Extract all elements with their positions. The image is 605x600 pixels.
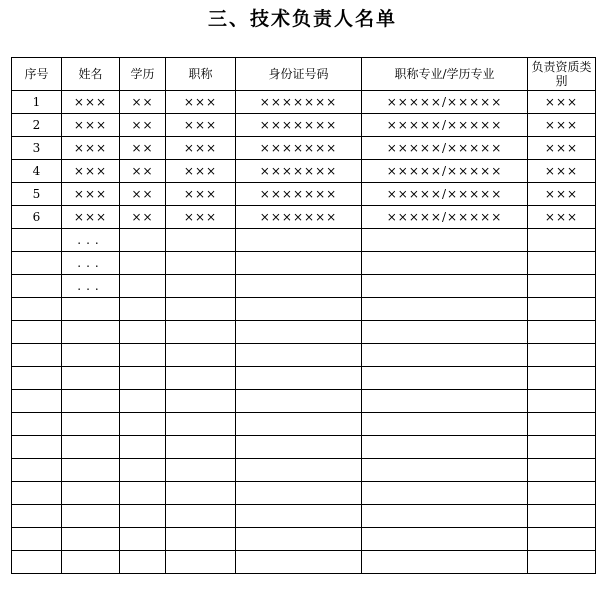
empty-cell: [166, 505, 236, 528]
header-cell-title: 职称: [166, 58, 236, 91]
cell-index: 2: [12, 114, 62, 137]
empty-cell: [120, 482, 166, 505]
empty-cell: [362, 229, 528, 252]
empty-cell: [236, 321, 362, 344]
empty-cell: [362, 367, 528, 390]
empty-cell: [528, 229, 596, 252]
empty-cell: [166, 298, 236, 321]
empty-cell: [528, 298, 596, 321]
cell-id-number: ×××××××: [236, 137, 362, 160]
empty-cell: [62, 321, 120, 344]
cell-name: ×××: [62, 183, 120, 206]
empty-cell: [166, 252, 236, 275]
table-row-ellipsis: [12, 275, 596, 298]
empty-cell: [362, 390, 528, 413]
empty-cell: [12, 413, 62, 436]
empty-cell: [166, 436, 236, 459]
cell-major: ×××××/×××××: [362, 160, 528, 183]
empty-cell: [62, 413, 120, 436]
empty-cell: [236, 459, 362, 482]
table-row-empty: [12, 482, 596, 505]
table-row-empty: [12, 551, 596, 574]
cell-name: ×××: [62, 160, 120, 183]
empty-cell: [120, 298, 166, 321]
empty-cell: [528, 551, 596, 574]
empty-cell: [120, 252, 166, 275]
cell-title: ×××: [166, 183, 236, 206]
empty-cell: [362, 482, 528, 505]
empty-cell: [166, 413, 236, 436]
empty-cell: [120, 390, 166, 413]
header-cell-qualification: 负责资质类别: [528, 58, 596, 91]
cell-id-number: ×××××××: [236, 183, 362, 206]
empty-cell: [120, 436, 166, 459]
header-cell-education: 学历: [120, 58, 166, 91]
cell-name: ×××: [62, 206, 120, 229]
table-row-empty: [12, 505, 596, 528]
empty-cell: [166, 528, 236, 551]
cell-qualification: ×××: [528, 206, 596, 229]
empty-cell: [236, 298, 362, 321]
page-title: 三、技术负责人名单: [207, 8, 397, 30]
cell-education: ××: [120, 206, 166, 229]
empty-cell: [362, 252, 528, 275]
table-row-ellipsis: [12, 252, 596, 275]
empty-cell: [236, 275, 362, 298]
empty-cell: [62, 367, 120, 390]
cell-major: ×××××/×××××: [362, 206, 528, 229]
cell-qualification: ×××: [528, 91, 596, 114]
empty-cell: [528, 321, 596, 344]
empty-cell: [120, 413, 166, 436]
empty-cell: [528, 390, 596, 413]
empty-cell: [62, 459, 120, 482]
empty-cell: [362, 275, 528, 298]
empty-cell: [120, 528, 166, 551]
empty-cell: [166, 275, 236, 298]
empty-cell: [528, 252, 596, 275]
empty-cell: [62, 551, 120, 574]
empty-cell: [362, 344, 528, 367]
empty-cell: [12, 367, 62, 390]
empty-cell: [12, 390, 62, 413]
empty-cell: [236, 413, 362, 436]
cell-id-number: ×××××××: [236, 91, 362, 114]
empty-cell: [528, 344, 596, 367]
table-row-empty: [12, 528, 596, 551]
empty-cell: [62, 390, 120, 413]
empty-cell: [12, 321, 62, 344]
cell-index: 4: [12, 160, 62, 183]
empty-cell: [120, 275, 166, 298]
empty-cell: [236, 367, 362, 390]
table-row: [12, 183, 596, 206]
cell-name: ×××: [62, 91, 120, 114]
empty-cell: [528, 482, 596, 505]
table-row: [12, 114, 596, 137]
empty-cell: [362, 505, 528, 528]
cell-name: ×××: [62, 137, 120, 160]
cell-index: 3: [12, 137, 62, 160]
cell-major: ×××××/×××××: [362, 183, 528, 206]
cell-qualification: ×××: [528, 160, 596, 183]
empty-cell: [166, 482, 236, 505]
empty-cell: [362, 551, 528, 574]
empty-cell: [62, 344, 120, 367]
empty-cell: [236, 551, 362, 574]
empty-cell: [120, 367, 166, 390]
empty-cell: [62, 482, 120, 505]
cell-major: ×××××/×××××: [362, 137, 528, 160]
empty-cell: [528, 528, 596, 551]
empty-cell: [528, 413, 596, 436]
empty-cell: [236, 436, 362, 459]
empty-cell: [166, 459, 236, 482]
empty-cell: [236, 252, 362, 275]
empty-cell: [120, 321, 166, 344]
empty-cell: [12, 298, 62, 321]
header-cell-name: 姓名: [62, 58, 120, 91]
cell-education: ××: [120, 114, 166, 137]
empty-cell: [12, 229, 62, 252]
cell-index: 1: [12, 91, 62, 114]
empty-cell: [236, 344, 362, 367]
cell-qualification: ×××: [528, 137, 596, 160]
empty-cell: [120, 229, 166, 252]
empty-cell: [62, 505, 120, 528]
ellipsis-marker: ...: [62, 229, 120, 252]
ellipsis-marker: ...: [62, 252, 120, 275]
cell-qualification: ×××: [528, 114, 596, 137]
empty-cell: [362, 436, 528, 459]
empty-cell: [362, 413, 528, 436]
cell-title: ×××: [166, 91, 236, 114]
empty-cell: [12, 505, 62, 528]
header-cell-id-number: 身份证号码: [236, 58, 362, 91]
empty-cell: [120, 505, 166, 528]
cell-major: ×××××/×××××: [362, 114, 528, 137]
empty-cell: [362, 459, 528, 482]
table-row: [12, 160, 596, 183]
table-row-empty: [12, 459, 596, 482]
empty-cell: [12, 252, 62, 275]
table-row-ellipsis: [12, 229, 596, 252]
cell-name: ×××: [62, 114, 120, 137]
empty-cell: [166, 344, 236, 367]
header-cell-index: 序号: [12, 58, 62, 91]
empty-cell: [528, 505, 596, 528]
empty-cell: [12, 275, 62, 298]
table-row-empty: [12, 413, 596, 436]
empty-cell: [12, 459, 62, 482]
table-row: [12, 137, 596, 160]
empty-cell: [62, 298, 120, 321]
cell-major: ×××××/×××××: [362, 91, 528, 114]
cell-education: ××: [120, 160, 166, 183]
empty-cell: [528, 367, 596, 390]
empty-cell: [12, 528, 62, 551]
empty-cell: [362, 298, 528, 321]
header-cell-major: 职称专业/学历专业: [362, 58, 528, 91]
ellipsis-marker: ...: [62, 275, 120, 298]
empty-cell: [12, 482, 62, 505]
table-row-empty: [12, 344, 596, 367]
empty-cell: [362, 321, 528, 344]
empty-cell: [236, 390, 362, 413]
cell-education: ××: [120, 91, 166, 114]
empty-cell: [236, 229, 362, 252]
table-row-empty: [12, 367, 596, 390]
table-row: [12, 91, 596, 114]
empty-cell: [62, 436, 120, 459]
empty-cell: [120, 344, 166, 367]
empty-cell: [62, 528, 120, 551]
empty-cell: [12, 551, 62, 574]
empty-cell: [166, 551, 236, 574]
empty-cell: [236, 528, 362, 551]
table-row-empty: [12, 390, 596, 413]
table-row: [12, 206, 596, 229]
empty-cell: [120, 551, 166, 574]
empty-cell: [12, 436, 62, 459]
empty-cell: [166, 390, 236, 413]
cell-id-number: ×××××××: [236, 206, 362, 229]
cell-index: 5: [12, 183, 62, 206]
cell-education: ××: [120, 137, 166, 160]
empty-cell: [528, 436, 596, 459]
empty-cell: [528, 459, 596, 482]
cell-title: ×××: [166, 160, 236, 183]
cell-title: ×××: [166, 206, 236, 229]
cell-title: ×××: [166, 137, 236, 160]
table-row-empty: [12, 436, 596, 459]
empty-cell: [362, 528, 528, 551]
cell-qualification: ×××: [528, 183, 596, 206]
cell-id-number: ×××××××: [236, 160, 362, 183]
cell-education: ××: [120, 183, 166, 206]
empty-cell: [528, 275, 596, 298]
table-body: [12, 91, 596, 574]
empty-cell: [12, 344, 62, 367]
cell-id-number: ×××××××: [236, 114, 362, 137]
header-row: [12, 58, 596, 91]
empty-cell: [166, 367, 236, 390]
technical-leader-table: [11, 57, 596, 574]
table-row-empty: [12, 321, 596, 344]
empty-cell: [166, 229, 236, 252]
empty-cell: [120, 459, 166, 482]
empty-cell: [166, 321, 236, 344]
empty-cell: [236, 482, 362, 505]
table-row-empty: [12, 298, 596, 321]
cell-index: 6: [12, 206, 62, 229]
cell-title: ×××: [166, 114, 236, 137]
empty-cell: [236, 505, 362, 528]
